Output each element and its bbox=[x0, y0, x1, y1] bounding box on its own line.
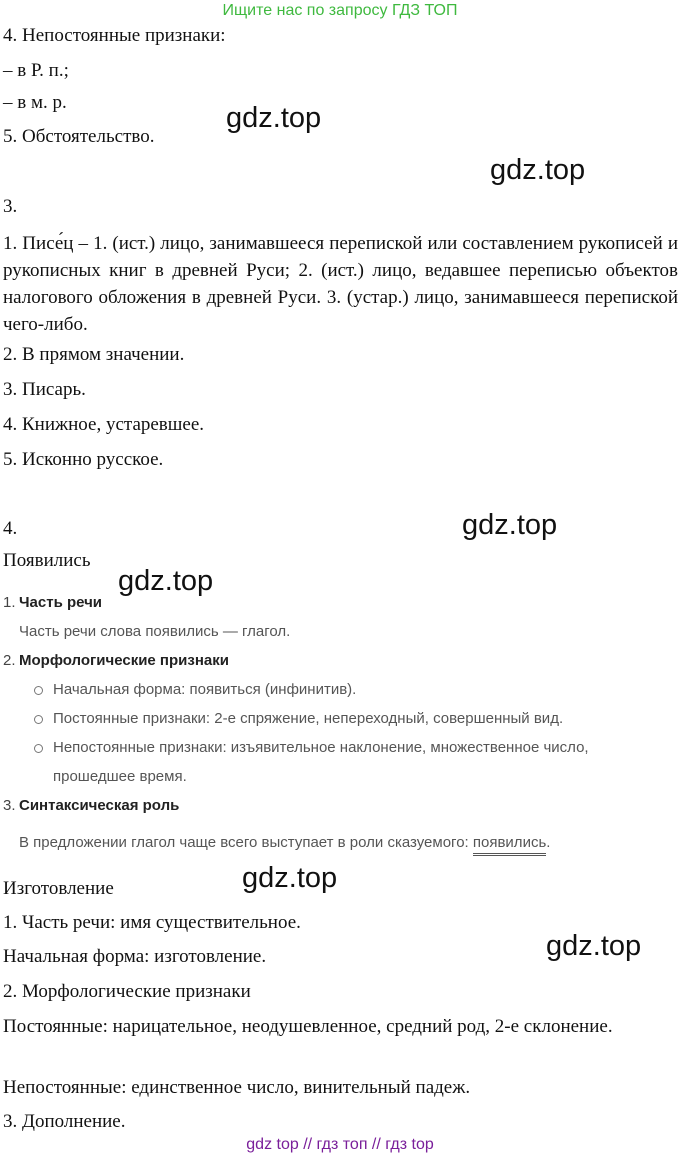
watermark: gdz.top bbox=[490, 154, 586, 186]
text-paragraph: Постоянные: нарицательное, неодушевленное, средний род, 2-е склонение. bbox=[3, 1016, 613, 1037]
watermark: gdz.top bbox=[118, 565, 214, 597]
text-line: – в Р. п.; bbox=[3, 60, 69, 81]
list-item-text: прошедшее время. bbox=[53, 768, 187, 785]
text-line: 4. Непостоянные признаки: bbox=[3, 25, 226, 46]
list-heading: Синтаксическая роль bbox=[19, 797, 180, 814]
list-number: 2. bbox=[3, 652, 16, 669]
list-item-text: Непостоянные признаки: изъявительное наклонение, множественное число, bbox=[53, 739, 589, 756]
text-line: Непостоянные: единственное число, винительный падеж. bbox=[3, 1077, 471, 1098]
list-item bbox=[34, 710, 563, 727]
text-line: 4. Книжное, устаревшее. bbox=[3, 414, 205, 435]
watermark: gdz.top bbox=[462, 509, 558, 541]
list-number: 3. bbox=[3, 797, 16, 814]
bullet-circle-icon bbox=[34, 715, 43, 724]
list-text-part: В предложении глагол чаще всего выступает в роли сказуемого: bbox=[19, 834, 473, 851]
list-text: Часть речи слова появились — глагол. bbox=[19, 623, 291, 640]
watermark: gdz.top bbox=[242, 862, 338, 894]
list-heading: Часть речи bbox=[19, 594, 103, 611]
text-line: 1. Часть речи: имя существительное. bbox=[3, 912, 301, 933]
definition-paragraph: 1. Писе́ц – 1. (ист.) лицо, занимавшееся перепиской или составлением рукописей и рукописных книг в древней Руси; 2. (ист.) лицо, ведавшее переписью объектов налогового обложения в древней Руси. 3. (устар.) лицо, занимавшееся перепиской чего-либо. bbox=[3, 233, 678, 335]
bullet-circle-icon bbox=[34, 686, 43, 695]
watermark: gdz.top bbox=[226, 102, 322, 134]
word-heading: Появились bbox=[3, 550, 91, 571]
list-item bbox=[34, 739, 589, 756]
text-line: 3. Писарь. bbox=[3, 379, 86, 400]
text-line: 2. В прямом значении. bbox=[3, 344, 185, 365]
list-item-text: Постоянные признаки: 2-е спряжение, непереходный, совершенный вид. bbox=[53, 710, 564, 727]
text-line: 2. Морфологические признаки bbox=[3, 981, 251, 1002]
list-text bbox=[19, 834, 550, 851]
watermark: gdz.top bbox=[546, 930, 642, 962]
section-number: 4. bbox=[3, 518, 18, 539]
text-line: Начальная форма: изготовление. bbox=[3, 946, 267, 967]
text-line: 5. Обстоятельство. bbox=[3, 126, 155, 147]
list-number: 1. bbox=[3, 594, 16, 611]
underlined-word: появились bbox=[473, 834, 546, 856]
top-banner: Ищите нас по запросу ГДЗ ТОП bbox=[222, 2, 458, 19]
text-line: 5. Исконно русское. bbox=[3, 449, 164, 470]
bottom-banner: gdz top // гдз топ // гдз top bbox=[246, 1136, 434, 1153]
list-heading: Морфологические признаки bbox=[19, 652, 229, 669]
list-item bbox=[34, 681, 356, 698]
list-item-text: Начальная форма: появиться (инфинитив). bbox=[53, 681, 357, 698]
text-line: 3. Дополнение. bbox=[3, 1111, 126, 1132]
list-text-part: . bbox=[546, 834, 551, 851]
section-number: 3. bbox=[3, 196, 18, 217]
text-line: – в м. р. bbox=[3, 92, 67, 113]
bullet-circle-icon bbox=[34, 744, 43, 753]
word-heading: Изготовление bbox=[3, 878, 114, 899]
